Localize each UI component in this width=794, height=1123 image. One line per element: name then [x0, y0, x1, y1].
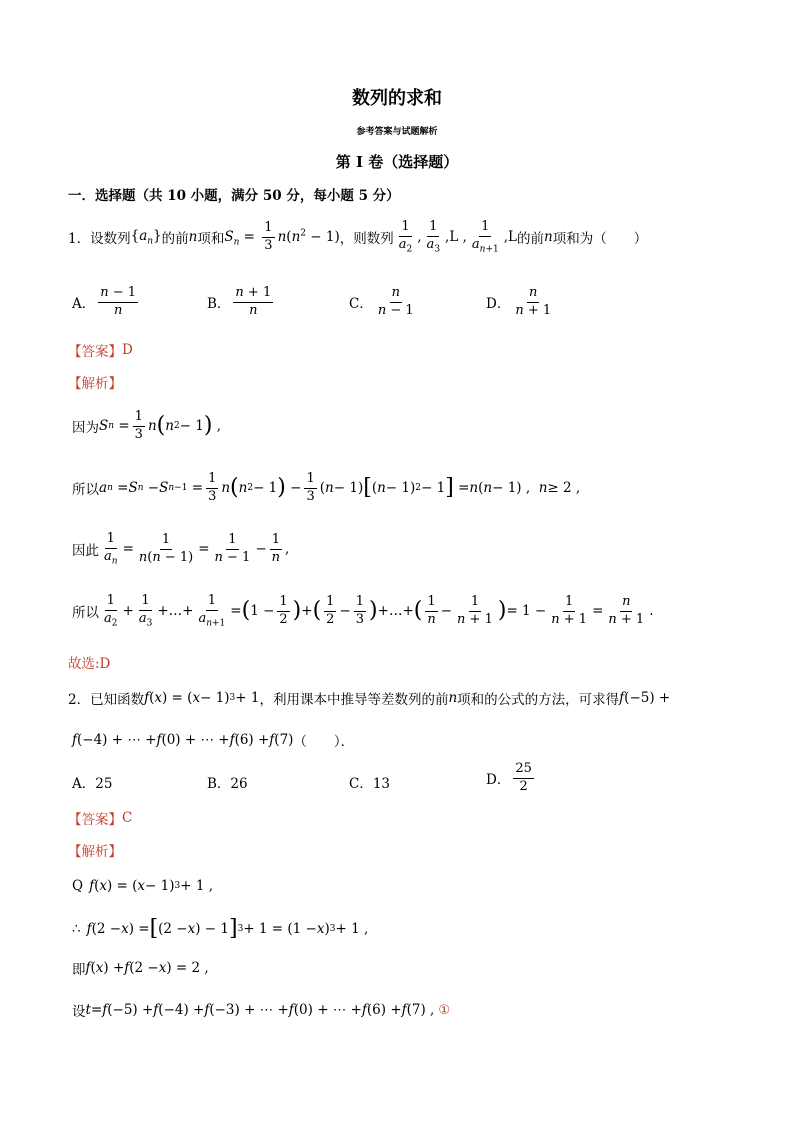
q2-step-4: 设 t = f (−5) + f (−4) + f (−3) + ⋯ + f (0) + ⋯ + f (6) + f (7) , ①: [72, 1002, 451, 1020]
q2-answer: 【答案】 C: [68, 810, 133, 828]
page-title: 数列的求和: [352, 88, 442, 109]
volume-heading: 第 I 卷（选择题）: [335, 153, 459, 171]
q1-step-2: 所以 a n = S n − S n−1 = $\frac{1}{3}$ n ( n 2 − 1 ) − $\frac{1}{3}$ ( n − 1) [ ( n − 1) 2 − 1 ] = n ( n − 1) , n ≥ 2 ,: [72, 471, 581, 504]
q2-analysis-label: 【解析】: [68, 844, 122, 860]
page-subtitle: 参考答案与试题解析: [356, 127, 438, 137]
math-reciprocal-seq: $\frac{1}{a_2}$ , $\frac{1}{a_3}$ ,L , $\frac{1}{a_{n+1}}$ ,L: [398, 219, 517, 255]
section-heading: 一．选择题（共 10 小题，满分 50 分，每小题 5 分）: [68, 188, 400, 204]
q2-option-c[interactable]: C．13: [349, 776, 391, 792]
q1-option-d[interactable]: D． $\frac{n}{n + 1}$: [486, 285, 552, 318]
q2-stem-cont: f (−4) + ⋯ + f (0) + ⋯ + f (6) + f (7) （ ）．: [72, 732, 355, 750]
q1-option-a[interactable]: A． $\frac{n - 1}{n}$: [72, 285, 137, 318]
q2-step-1: Q f ( x ) = ( x − 1) 3 + 1 ,: [72, 878, 214, 894]
q1-step-4: 所以 $\frac{1}{a_2}$ + $\frac{1}{a_3}$ +…+ $\frac{1}{a_{n+1}}$ = ( 1 − $\frac{1}{2}$ ) + ( $\frac{1}{2}$ − $\frac{1}{3}$ ) +…+ ( $\frac{1}{n}$ − $\frac{1}{n + 1}$ ) = 1 − $\frac{1}{n + 1}$ = $\frac{n}{n + 1}$ .: [72, 593, 654, 629]
q1-option-b[interactable]: B． $\frac{n + 1}{n}$: [207, 285, 272, 318]
q1-step-1: 因为 S n = $\frac{1}{3}$ n ( n 2 − 1 ) ,: [72, 409, 222, 442]
q1-stem: 1． 设数列 $\{a_n\}$ 的前 n 项和 $S_n$ = $\frac{1}{3}$ $n(n^2 - 1)$ ，则数列 $\frac{1}{a_2}$ , $\frac{1}{a_3}$ ,L , $\frac{1}{a_{n+1}}$ ,L 的前 n 项和为（ ）: [68, 219, 648, 255]
q1-conclusion: 故选:D: [68, 656, 111, 672]
math-seq-an: $\{a_n\}$: [130, 228, 162, 247]
q2-option-d[interactable]: D． $\frac{25}{2}$: [486, 761, 532, 794]
q1-option-c[interactable]: C． $\frac{n}{n - 1}$: [349, 285, 414, 318]
q1-answer: 【答案】 D: [68, 342, 133, 360]
q2-step-2: ∴ f (2 − x ) = [ (2 − x ) − 1 ] 3 + 1 = (1 − x ) 3 + 1 ,: [72, 916, 369, 941]
q2-step-3: 即 f ( x ) + f (2 − x ) = 2 ,: [72, 960, 209, 978]
equation-marker: ①: [438, 1002, 451, 1018]
q2-option-a[interactable]: A．25: [72, 776, 113, 792]
q2-option-b[interactable]: B．26: [207, 776, 248, 792]
math-sn-formula: $S_n$ = $\frac{1}{3}$ $n(n^2 - 1)$: [224, 220, 340, 253]
q2-stem: 2． 已知函数 f ( x ) = ( x − 1) 3 + 1 ，利用课本中推导等差数列的前 n 项和的公式的方法，可求得 f (−5) +: [68, 690, 671, 708]
q1-analysis-label: 【解析】: [68, 376, 122, 392]
q1-step-3: 因此 $\frac{1}{a_n}$ = $\frac{1}{n(n - 1)}$ = $\frac{1}{n - 1}$ − $\frac{1}{n}$ ,: [72, 531, 290, 567]
